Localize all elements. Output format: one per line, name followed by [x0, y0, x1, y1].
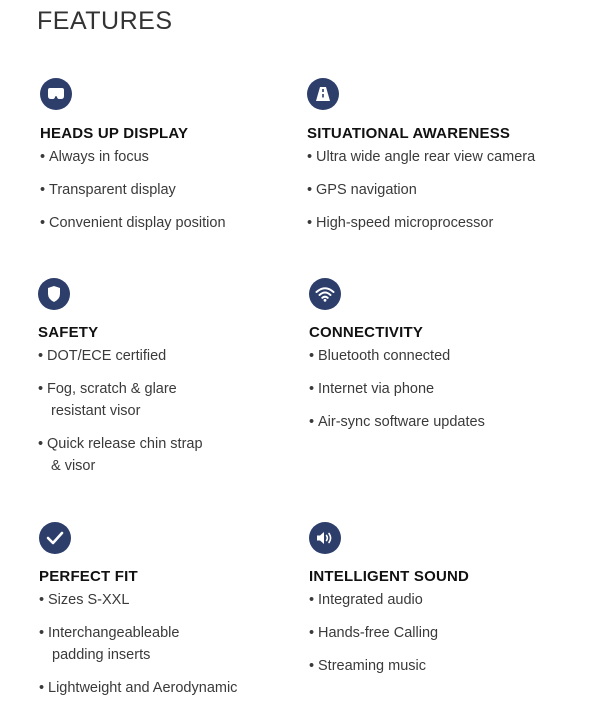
feature-heading: HEADS UP DISPLAY: [40, 125, 189, 142]
feature-perfect-fit: [39, 522, 319, 710]
list-item: • Lightweight and Aerodynamic: [39, 680, 238, 696]
road-icon: [307, 78, 339, 110]
feature-list: [38, 345, 318, 477]
list-item: • Bluetooth connected: [309, 348, 451, 364]
feature-heading: INTELLIGENT SOUND: [309, 568, 470, 585]
list-item: • Integrated audio: [309, 592, 423, 608]
feature-heading: CONNECTIVITY: [309, 324, 424, 341]
list-item: • Sizes S-XXL: [39, 592, 130, 608]
list-item: • High-speed microprocessor: [307, 215, 494, 231]
feature-intelligent-sound: [309, 522, 589, 688]
list-item: • Air-sync software updates: [309, 414, 485, 430]
list-item: • Ultra wide angle rear view camera: [307, 149, 536, 165]
list-item: • Hands-free Calling: [309, 625, 439, 641]
goggles-icon: [40, 78, 72, 110]
list-item: • Fog, scratch & glare resistant visor: [38, 381, 177, 419]
checkmark-icon: [39, 522, 71, 554]
feature-list: [39, 589, 319, 699]
speaker-icon: [309, 522, 341, 554]
list-item: • Interchangeableable padding inserts: [39, 625, 180, 663]
feature-list: [309, 589, 589, 677]
feature-heading: PERFECT FIT: [39, 568, 138, 585]
page-title: FEATURES: [37, 7, 173, 35]
list-item: • GPS navigation: [307, 182, 417, 198]
feature-connectivity: [309, 278, 589, 444]
feature-heading: SITUATIONAL AWARENESS: [307, 125, 511, 142]
shield-icon: [38, 278, 70, 310]
feature-situational-awareness: [307, 78, 587, 245]
feature-list: [307, 146, 587, 234]
feature-heading: SAFETY: [38, 324, 99, 341]
list-item: • Streaming music: [309, 658, 426, 674]
list-item: • Transparent display: [40, 182, 176, 198]
wifi-icon: [309, 278, 341, 310]
feature-safety: [38, 278, 318, 488]
feature-list: [40, 146, 320, 234]
list-item: • Quick release chin strap & visor: [38, 436, 203, 474]
list-item: • Convenient display position: [40, 215, 226, 231]
feature-list: [309, 345, 589, 433]
list-item: • DOT/ECE certified: [38, 348, 167, 364]
list-item: • Always in focus: [40, 149, 149, 165]
list-item: • Internet via phone: [309, 381, 435, 397]
feature-heads-up-display: [40, 78, 320, 245]
